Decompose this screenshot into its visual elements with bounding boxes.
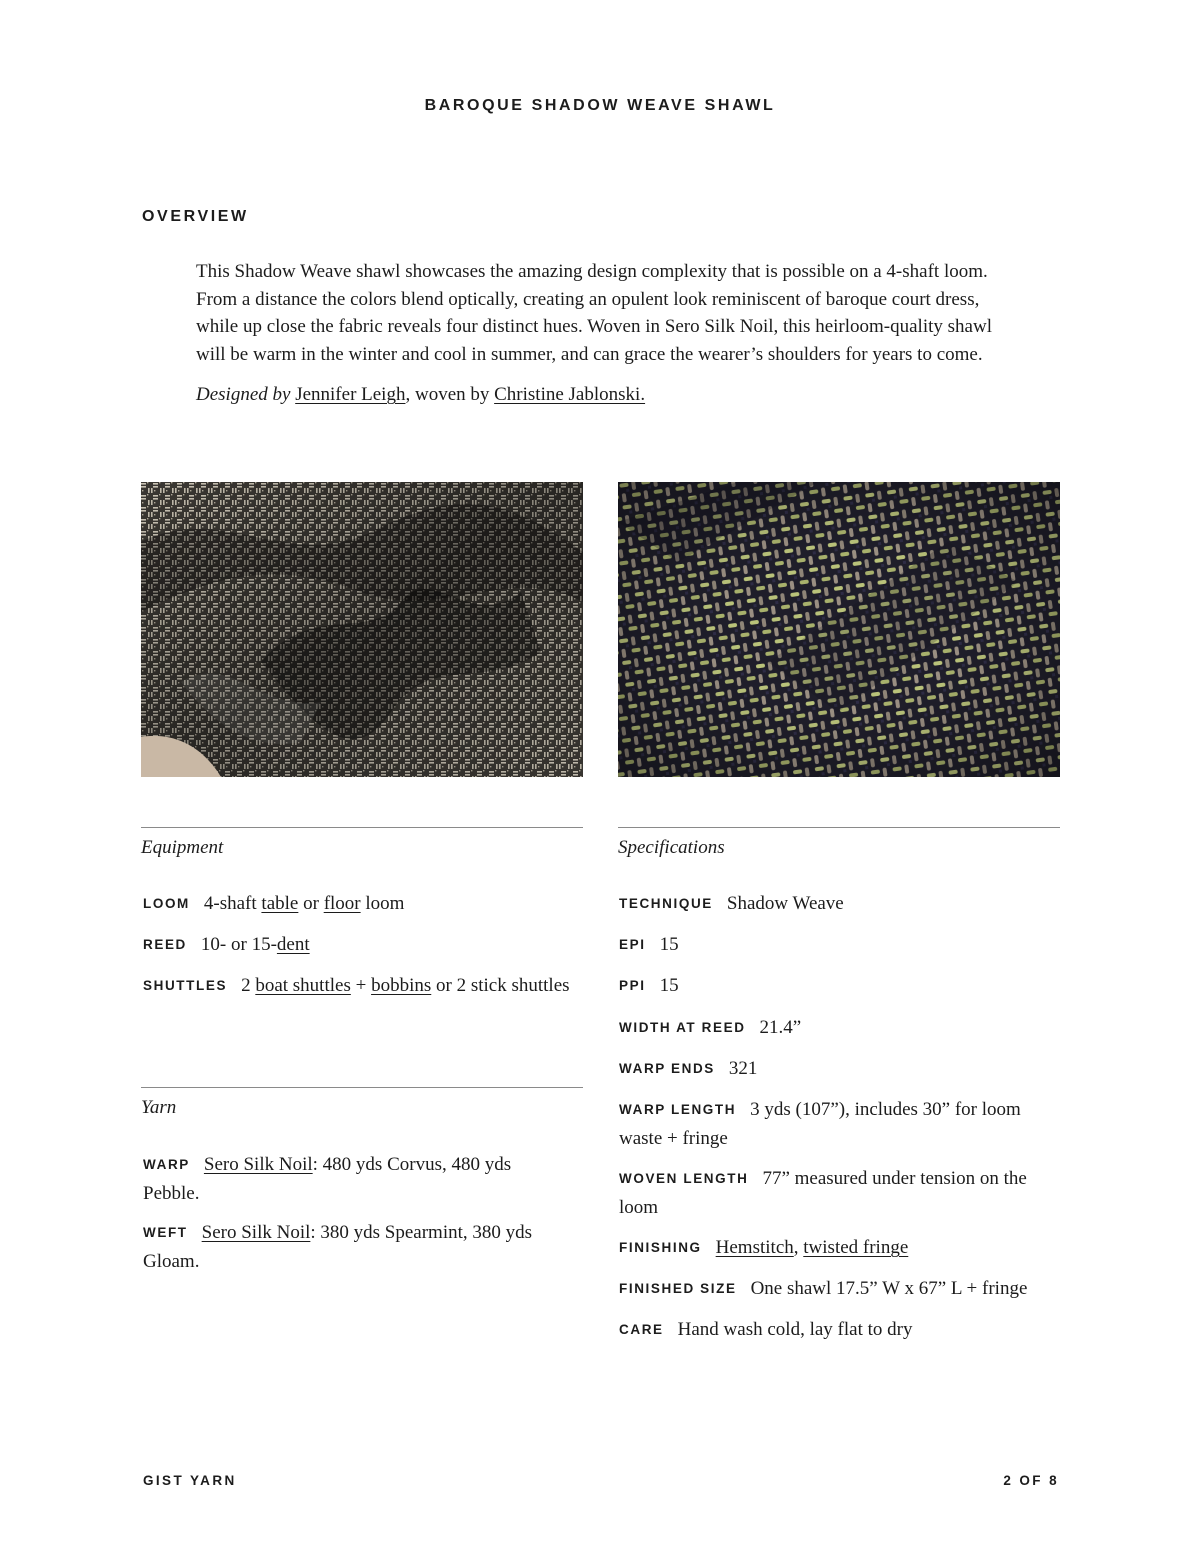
weaver-link[interactable]: Christine Jablonski. (494, 384, 646, 405)
shuttles-plus-text: + (350, 975, 372, 996)
yarn-weft (143, 1219, 573, 1275)
specifications-heading: Specifications (618, 837, 725, 858)
specifications-divider (618, 827, 1060, 828)
table-loom-link[interactable]: table (261, 893, 299, 914)
spec-width-at-reed (619, 1014, 1059, 1043)
finished-size-label: FINISHED SIZE (619, 1281, 737, 1296)
loom-or-text: or (298, 893, 324, 914)
shuttles-label: SHUTTLES (143, 978, 228, 993)
shuttles-text: 2 (241, 975, 256, 996)
dent-link[interactable]: dent (276, 934, 310, 955)
yarn-divider (141, 1087, 583, 1088)
warp-label: WARP (143, 1157, 190, 1172)
warp-yarn-link[interactable]: Sero Silk Noil (203, 1154, 313, 1175)
equipment-reed (143, 931, 583, 960)
bobbins-link[interactable]: bobbins (371, 975, 432, 996)
spec-finishing (619, 1234, 1059, 1263)
width-at-reed-value: 21.4” (759, 1017, 802, 1038)
warp-length-value: 3 yds (107”), includes 30” for loom waste + fringe (619, 1099, 1021, 1149)
finished-size-value: One shawl 17.5” W x 67” L + fringe (750, 1278, 1028, 1299)
footer-brand: GIST YARN (143, 1473, 237, 1488)
epi-value: 15 (659, 934, 679, 955)
document-title: BAROQUE SHADOW WEAVE SHAWL (424, 97, 776, 114)
finishing-label: FINISHING (619, 1240, 702, 1255)
weft-yarn-text: : 380 yds Spearmint, 380 yds Gloam. (143, 1222, 533, 1272)
loom-suffix: loom (360, 893, 405, 914)
reed-text: 10- or 15- (200, 934, 277, 955)
twisted-fringe-link[interactable]: twisted fringe (803, 1237, 909, 1258)
overview-heading: OVERVIEW (142, 208, 249, 225)
equipment-loom (143, 890, 583, 919)
designer-link[interactable]: Jennifer Leigh (295, 384, 406, 405)
warp-ends-label: WARP ENDS (619, 1061, 715, 1076)
care-label: CARE (619, 1322, 664, 1337)
loom-text: 4-shaft (203, 893, 262, 914)
boat-shuttles-link[interactable]: boat shuttles (255, 975, 351, 996)
weave-closeup-image (618, 482, 1060, 777)
spec-woven-length (619, 1165, 1059, 1221)
equipment-shuttles (143, 972, 583, 1001)
floor-loom-link[interactable]: floor (323, 893, 361, 914)
yarn-warp (143, 1151, 563, 1207)
spec-ppi (619, 972, 1059, 1001)
shawl-drape-image (141, 482, 583, 777)
weft-yarn-link[interactable]: Sero Silk Noil (201, 1222, 311, 1243)
equipment-heading: Equipment (141, 837, 224, 858)
ppi-label: PPI (619, 978, 646, 993)
ppi-value: 15 (659, 975, 679, 996)
spec-warp-ends (619, 1055, 1059, 1084)
designed-by-prefix: Designed by (196, 384, 291, 405)
yarn-heading: Yarn (141, 1097, 177, 1118)
spec-warp-length (619, 1096, 1059, 1152)
woven-by-text: , woven by (405, 384, 495, 405)
spec-technique (619, 890, 1059, 919)
warp-ends-value: 321 (728, 1058, 758, 1079)
weft-label: WEFT (143, 1225, 188, 1240)
overview-paragraph: This Shadow Weave shawl showcases the amazing design complexity that is possible on a 4-shaft loom. From a distance the colors blend optically, creating an opulent look reminiscent of baroque court dress, while up close the fabric reveals four distinct hues. Woven in Sero Silk Noil, this heirloom-quality shawl will be warm in the winter and cool in summer, and can grace the wearer’s shoulders for years to come. (196, 261, 992, 365)
care-value: Hand wash cold, lay flat to dry (677, 1319, 913, 1340)
overview-section (196, 258, 1006, 409)
warp-yarn-text: : 480 yds Corvus, 480 yds Pebble. (143, 1154, 512, 1204)
spec-finished-size (619, 1275, 1059, 1304)
woven-length-label: WOVEN LENGTH (619, 1171, 749, 1186)
loom-label: LOOM (143, 896, 190, 911)
technique-label: TECHNIQUE (619, 896, 713, 911)
warp-length-label: WARP LENGTH (619, 1102, 737, 1117)
equipment-divider (141, 827, 583, 828)
technique-value: Shadow Weave (726, 893, 844, 914)
footer-page-number: 2 OF 8 (1003, 1473, 1059, 1488)
reed-label: REED (143, 937, 187, 952)
shawl-drape-photo (141, 482, 583, 777)
epi-label: EPI (619, 937, 646, 952)
finishing-separator: , (793, 1237, 804, 1258)
credits-line (196, 381, 1006, 409)
hemstitch-link[interactable]: Hemstitch (715, 1237, 794, 1258)
spec-epi (619, 931, 1059, 960)
woven-length-value: 77” measured under tension on the loom (619, 1168, 1027, 1218)
width-at-reed-label: WIDTH AT REED (619, 1020, 746, 1035)
shuttles-suffix: or 2 stick shuttles (431, 975, 570, 996)
spec-care (619, 1316, 1059, 1345)
weave-closeup-photo (618, 482, 1060, 777)
